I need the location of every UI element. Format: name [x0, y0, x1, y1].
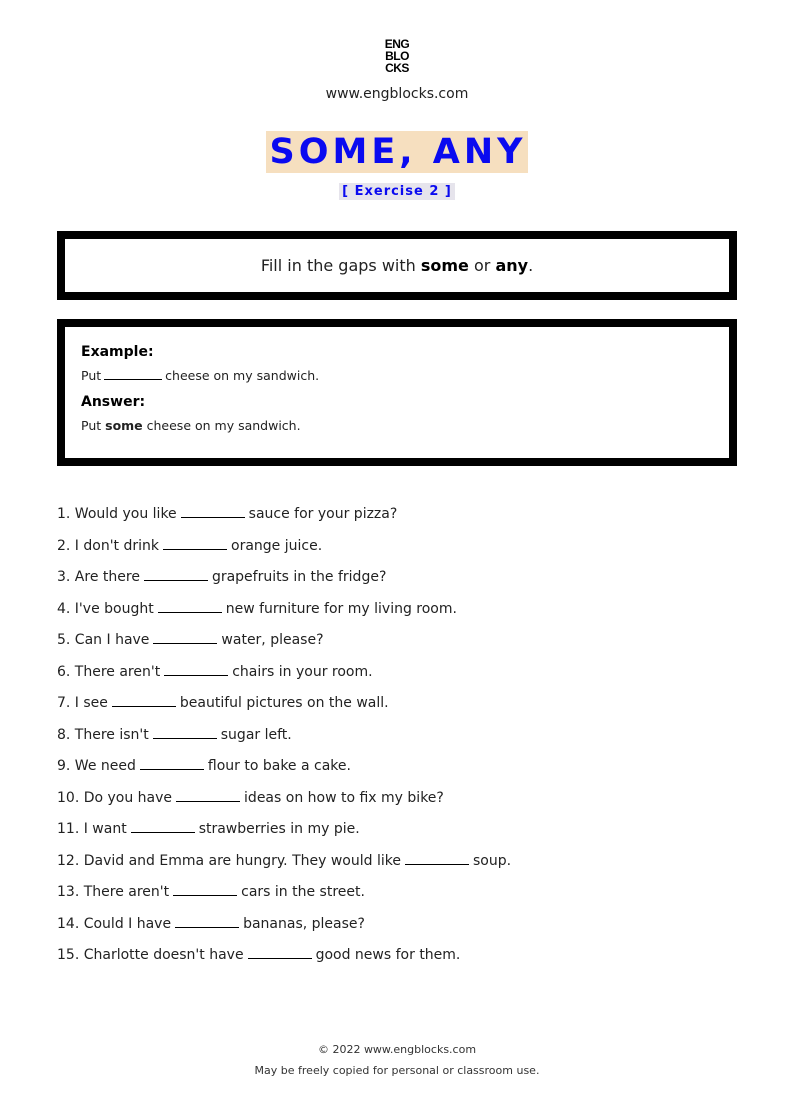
question-after: sauce for your pizza?: [248, 506, 398, 522]
question-item: [57, 692, 757, 724]
question-before: 5. Can I have: [57, 632, 150, 648]
question-after: soup.: [472, 852, 512, 869]
subtitle-container: [0, 180, 794, 200]
logo-line-2: BLO: [385, 49, 409, 63]
answer-blank[interactable]: [176, 788, 240, 802]
question-after: sugar left.: [220, 726, 292, 743]
question-item: [57, 535, 757, 567]
page-title: SOME, ANY: [266, 131, 529, 173]
example-box: [57, 319, 737, 466]
question-before: 7. I see: [57, 695, 108, 711]
example-blank: [104, 367, 162, 380]
question-before: 2. I don't drink: [57, 537, 160, 554]
footer-copyright: © 2022 www.engblocks.com: [317, 1043, 477, 1056]
title-container: [0, 131, 794, 173]
example-after: cheese on my sandwich.: [165, 368, 320, 383]
answer-blank[interactable]: [131, 819, 195, 833]
question-after: bananas, please?: [243, 915, 365, 932]
answer-blank[interactable]: [153, 630, 217, 644]
example-label: Example:: [81, 344, 154, 360]
question-before: 4. I've bought: [57, 600, 154, 617]
answer-word: some: [105, 418, 143, 433]
exercise-subtitle: [ Exercise 2 ]: [339, 183, 455, 200]
question-after: ideas on how to fix my bike?: [244, 789, 444, 806]
question-item: [57, 944, 757, 976]
question-before: 14. Could I have: [57, 915, 172, 932]
question-item: [57, 661, 757, 693]
question-before: 13. There aren't: [57, 884, 170, 900]
site-url[interactable]: www.engblocks.com: [325, 86, 469, 102]
answer-blank[interactable]: [173, 882, 237, 896]
question-before: 3. Are there: [57, 569, 140, 585]
question-after: water, please?: [221, 632, 324, 648]
question-after: strawberries in my pie.: [198, 821, 360, 837]
answer-before: Put: [81, 418, 106, 433]
logo-line-1: ENG: [384, 37, 410, 51]
answer-blank[interactable]: [163, 536, 227, 550]
question-item: [57, 598, 757, 630]
question-item: [57, 755, 757, 787]
footer-license: May be freely copied for personal or classroom use.: [254, 1064, 540, 1077]
logo-line-3: CKS: [385, 61, 409, 75]
answer-after: cheese on my sandwich.: [142, 418, 301, 433]
question-after: grapefruits in the fridge?: [211, 569, 387, 585]
question-before: 12. David and Emma are hungry. They would like: [57, 852, 401, 869]
question-after: cars in the street.: [241, 884, 365, 900]
question-before: 11. I want: [57, 821, 127, 837]
answer-blank[interactable]: [144, 567, 208, 581]
instructions-word-any: any: [495, 256, 529, 275]
instructions-prefix: Fill in the gaps with: [260, 256, 421, 275]
instructions-suffix: .: [528, 256, 534, 275]
question-before: 15. Charlotte doesn't have: [57, 947, 244, 963]
question-item: [57, 818, 757, 850]
question-after: new furniture for my living room.: [225, 600, 457, 617]
question-item: [57, 850, 757, 882]
instructions-text: [261, 256, 533, 275]
question-before: 8. There isn't: [57, 726, 149, 743]
question-after: flour to bake a cake.: [207, 758, 351, 774]
question-before: 9. We need: [57, 758, 136, 774]
instructions-word-some: some: [420, 256, 469, 275]
question-list: [57, 503, 757, 976]
instructions-middle: or: [468, 256, 496, 275]
answer-blank[interactable]: [181, 504, 245, 518]
answer-blank[interactable]: [175, 914, 239, 928]
answer-label: Answer:: [81, 394, 146, 410]
answer-blank[interactable]: [158, 599, 222, 613]
instructions-box: [57, 231, 737, 300]
answer-blank[interactable]: [405, 851, 469, 865]
question-item: [57, 787, 757, 819]
question-item: [57, 503, 757, 535]
question-after: good news for them.: [315, 947, 461, 963]
question-after: beautiful pictures on the wall.: [179, 695, 389, 711]
question-after: chairs in your room.: [232, 663, 373, 680]
question-item: [57, 913, 757, 945]
question-after: orange juice.: [231, 537, 323, 554]
question-item: [57, 724, 757, 756]
answer-blank[interactable]: [140, 756, 204, 770]
question-before: 10. Do you have: [57, 789, 173, 806]
answer-blank[interactable]: [112, 693, 176, 707]
question-item: [57, 566, 757, 598]
answer-blank[interactable]: [164, 662, 228, 676]
question-item: [57, 881, 757, 913]
example-before: Put: [81, 368, 102, 383]
question-item: [57, 629, 757, 661]
engblocks-logo: [0, 38, 794, 74]
question-before: 1. Would you like: [57, 506, 177, 522]
answer-blank[interactable]: [248, 945, 312, 959]
answer-blank[interactable]: [153, 725, 217, 739]
question-before: 6. There aren't: [57, 663, 161, 680]
answer-sentence: [81, 417, 713, 435]
example-sentence: [81, 367, 713, 385]
